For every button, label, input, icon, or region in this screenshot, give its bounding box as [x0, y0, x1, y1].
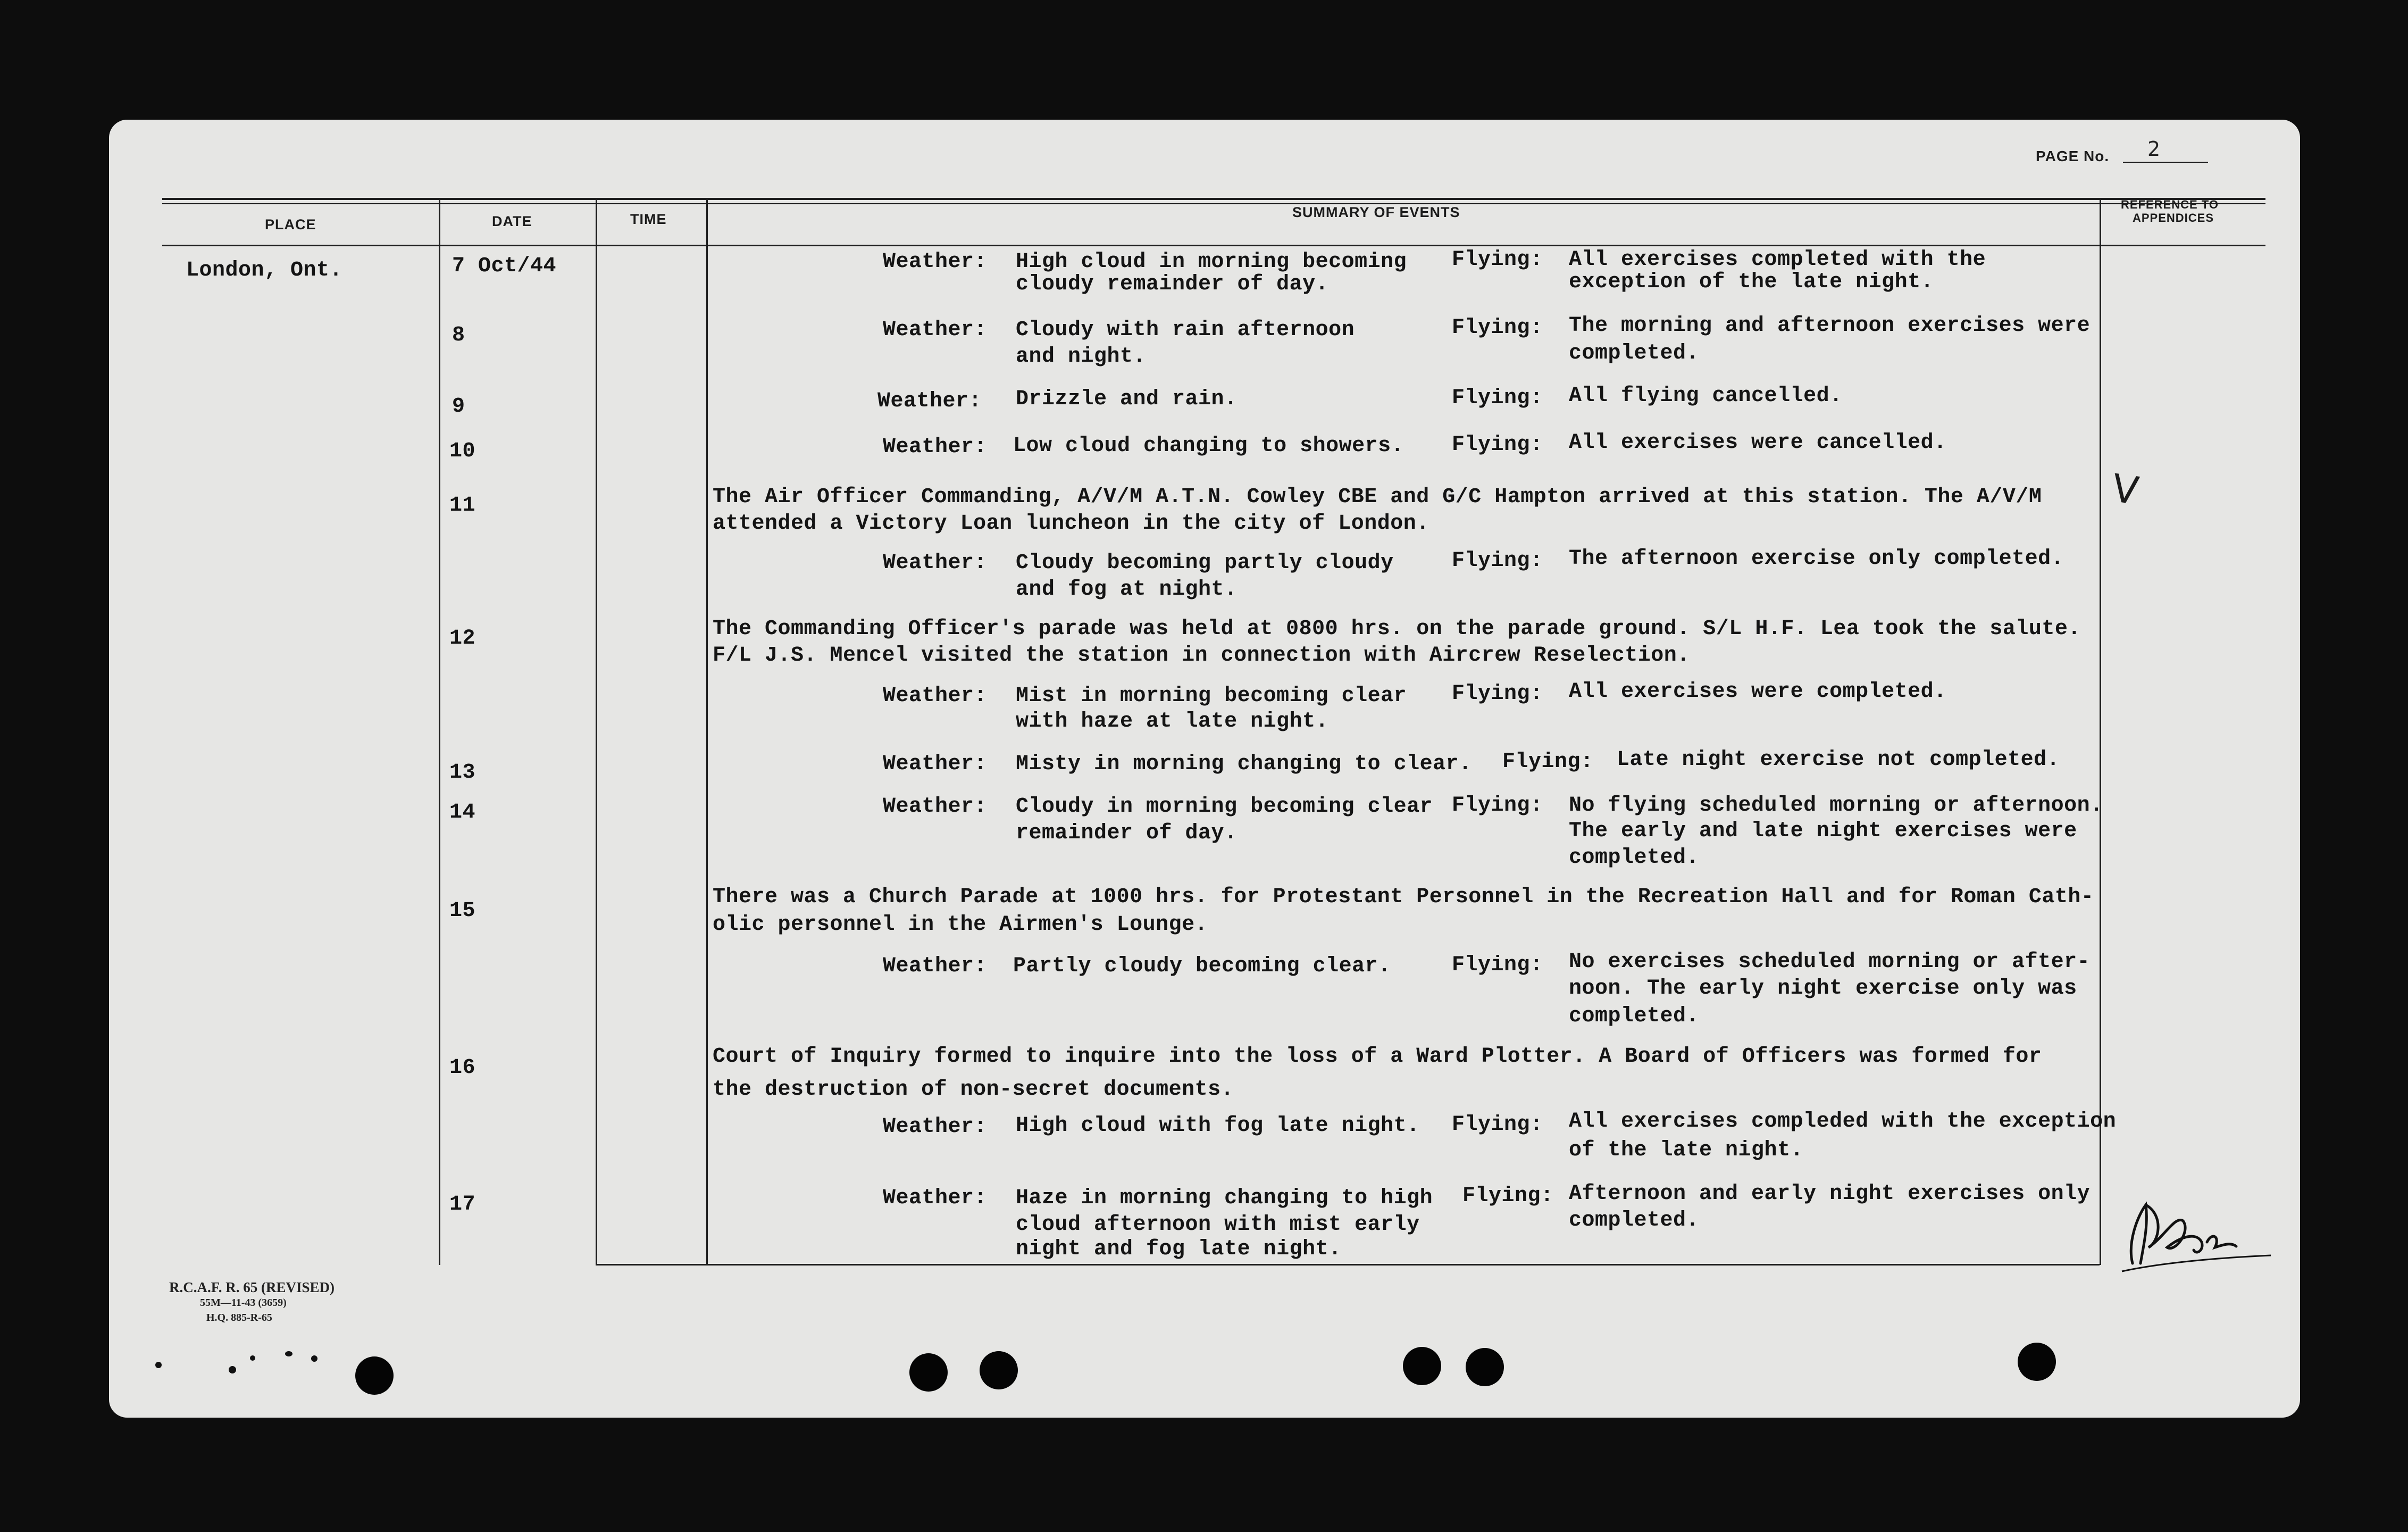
table-top-rule [162, 198, 2265, 200]
flying-label: Flying: [1452, 953, 1543, 977]
punch-hole [2018, 1343, 2056, 1381]
date-15: 15 [449, 899, 476, 923]
page-no-value: 2 [2147, 137, 2161, 161]
col-header-ref-1: REFERENCE TO [2121, 198, 2219, 211]
date-7: 7 Oct/44 [452, 254, 557, 278]
weather-text: Partly cloudy becoming clear. [1013, 954, 1391, 978]
weather-text: Cloudy in morning becoming clear [1016, 795, 1433, 819]
speck [250, 1355, 255, 1361]
flying-label: Flying: [1452, 433, 1543, 457]
flying-text: All exercises compleded with the exception [1569, 1110, 2117, 1134]
weather-text: Low cloud changing to showers. [1013, 434, 1404, 458]
weather-text: High cloud in morning becoming [1016, 250, 1407, 274]
weather-label: Weather: [877, 389, 982, 413]
col-header-time: TIME [630, 211, 667, 227]
weather-text: Misty in morning changing to clear. [1016, 752, 1472, 776]
weather-label: Weather: [883, 435, 988, 459]
flying-text: All flying cancelled. [1569, 384, 1843, 408]
flying-label: Flying: [1452, 316, 1543, 340]
weather-label: Weather: [883, 318, 988, 342]
flying-text: No exercises scheduled morning or after- [1569, 950, 2091, 974]
flying-text: Afternoon and early night exercises only [1569, 1182, 2091, 1206]
flying-text: exception of the late night. [1569, 270, 1934, 294]
flying-text: completed. [1569, 1004, 1700, 1028]
weather-text: Drizzle and rain. [1016, 387, 1238, 411]
flying-text: The morning and afternoon exercises were [1569, 314, 2091, 338]
date-11: 11 [449, 494, 476, 518]
table-bottom-rule [596, 1264, 2100, 1265]
date-9: 9 [452, 395, 465, 419]
weather-label: Weather: [883, 1186, 988, 1210]
form-id-line-2: 55M—11-43 (3659) [200, 1297, 287, 1309]
tick-mark: V [2109, 465, 2142, 514]
weather-text: and night. [1016, 345, 1147, 369]
col-header-summary: SUMMARY OF EVENTS [1292, 204, 1460, 220]
punch-hole [980, 1351, 1018, 1389]
place-value: London, Ont. [186, 259, 343, 282]
page-no-label: PAGE No. [2036, 148, 2110, 164]
date-10: 10 [449, 439, 476, 463]
flying-label: Flying: [1502, 750, 1594, 774]
date-14: 14 [449, 801, 476, 825]
flying-text: The afternoon exercise only completed. [1569, 547, 2064, 571]
flying-label: Flying: [1452, 682, 1543, 706]
col-divider-date-time [596, 199, 597, 1265]
header-bottom-rule [162, 245, 2265, 246]
weather-label: Weather: [883, 551, 988, 575]
flying-text: Late night exercise not completed. [1617, 748, 2060, 772]
flying-label: Flying: [1462, 1184, 1554, 1208]
date-13: 13 [449, 761, 476, 785]
weather-label: Weather: [883, 684, 988, 708]
weather-text: with haze at late night. [1016, 710, 1329, 734]
weather-text: Cloudy becoming partly cloudy [1016, 551, 1394, 575]
speck [285, 1351, 292, 1356]
narrative-text: the destruction of non-secret documents. [713, 1078, 1234, 1102]
date-17: 17 [449, 1193, 476, 1217]
form-id-line-1: R.C.A.F. R. 65 (REVISED) [169, 1279, 335, 1295]
col-divider-place-date [439, 199, 440, 1265]
weather-text: Cloudy with rain afternoon [1016, 318, 1355, 342]
handwritten-initials [2117, 1184, 2276, 1279]
flying-text: completed. [1569, 342, 1700, 365]
punch-hole [355, 1356, 394, 1395]
flying-text: noon. The early night exercise only was [1569, 977, 2077, 1001]
punch-hole [1403, 1347, 1441, 1385]
weather-text: Mist in morning becoming clear [1016, 684, 1407, 708]
flying-label: Flying: [1452, 549, 1543, 573]
flying-text: of the late night. [1569, 1138, 1804, 1162]
flying-text: All exercises completed with the [1569, 248, 1986, 272]
weather-label: Weather: [883, 752, 988, 776]
speck [155, 1362, 162, 1368]
narrative-text: The Commanding Officer's parade was held at 0800 hrs. on the parade ground. S/L H.F. Lea took the salute. [713, 617, 2081, 641]
date-8: 8 [452, 323, 465, 347]
flying-text: completed. [1569, 846, 1700, 870]
flying-text: All exercises were completed. [1569, 680, 1947, 704]
flying-text: No flying scheduled morning or afternoon. [1569, 794, 2103, 818]
col-divider-time-summary [706, 199, 708, 1265]
weather-label: Weather: [883, 250, 988, 274]
narrative-text: Court of Inquiry formed to inquire into the loss of a Ward Plotter. A Board of Officers was formed for [713, 1045, 2042, 1069]
flying-text: The early and late night exercises were [1569, 819, 2077, 843]
flying-label: Flying: [1452, 386, 1543, 410]
flying-label: Flying: [1452, 794, 1543, 818]
punch-hole [1466, 1348, 1504, 1386]
narrative-text: There was a Church Parade at 1000 hrs. for Protestant Personnel in the Recreation Hall and for Roman Cath- [713, 885, 2094, 909]
speck [229, 1366, 236, 1373]
narrative-text: olic personnel in the Airmen's Lounge. [713, 913, 1208, 937]
date-16: 16 [449, 1056, 476, 1080]
form-id-line-3: H.Q. 885-R-65 [206, 1312, 272, 1323]
weather-text: Haze in morning changing to high [1016, 1186, 1433, 1210]
flying-label: Flying: [1452, 1113, 1543, 1137]
narrative-text: attended a Victory Loan luncheon in the city of London. [713, 512, 1429, 536]
narrative-text: F/L J.S. Mencel visited the station in connection with Aircrew Reselection. [713, 644, 1690, 668]
weather-label: Weather: [883, 954, 988, 978]
page-no-underline [2123, 162, 2208, 163]
speck [311, 1355, 317, 1362]
weather-text: High cloud with fog late night. [1016, 1114, 1420, 1138]
date-12: 12 [449, 627, 476, 651]
flying-label: Flying: [1452, 248, 1543, 272]
col-header-date: DATE [492, 213, 532, 229]
punch-hole [909, 1353, 948, 1392]
col-header-ref-2: APPENDICES [2133, 211, 2214, 224]
col-divider-summary-ref [2100, 199, 2101, 1265]
narrative-text: The Air Officer Commanding, A/V/M A.T.N. Cowley CBE and G/C Hampton arrived at this station. The A/V/M [713, 485, 2042, 509]
weather-text: cloud afternoon with mist early [1016, 1213, 1420, 1237]
weather-label: Weather: [883, 795, 988, 819]
flying-text: All exercises were cancelled. [1569, 431, 1947, 455]
weather-text: remainder of day. [1016, 821, 1238, 845]
col-header-place: PLACE [265, 217, 316, 232]
table-top-rule-2 [162, 203, 2265, 204]
weather-text: night and fog late night. [1016, 1237, 1342, 1261]
flying-text: completed. [1569, 1209, 1700, 1233]
weather-label: Weather: [883, 1115, 988, 1139]
weather-text: cloudy remainder of day. [1016, 272, 1329, 296]
weather-text: and fog at night. [1016, 578, 1238, 602]
